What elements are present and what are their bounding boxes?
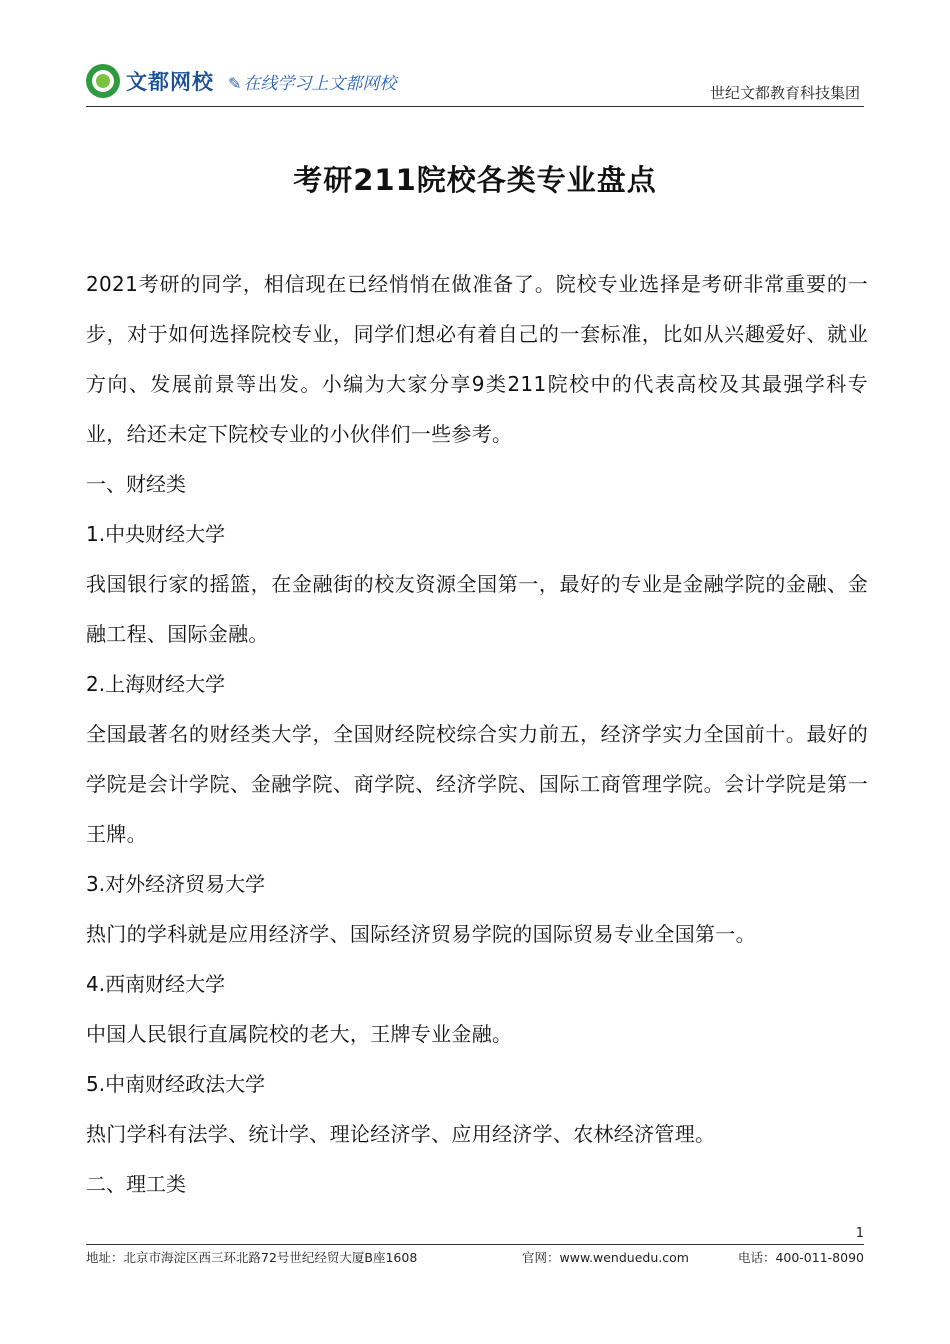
slogan — [228, 69, 396, 94]
document-body — [86, 259, 868, 1209]
company-name: 世纪文都教育科技集团 — [709, 84, 860, 102]
school-heading: 4.西南财经大学 — [86, 972, 226, 996]
pen-icon: ✎ — [228, 73, 242, 93]
wendu-logo-icon — [86, 64, 120, 98]
page-footer — [86, 1248, 864, 1266]
school-description: 热门学科有法学、统计学、理论经济学、应用经济学、农林经济管理。 — [86, 1122, 716, 1146]
footer-divider — [86, 1244, 864, 1245]
page-number: 1 — [855, 1226, 864, 1241]
footer-website: 官网：www.wenduedu.com — [522, 1250, 689, 1265]
wendu-logo — [86, 64, 396, 98]
page-header — [86, 62, 864, 106]
school-heading: 5.中南财经政法大学 — [86, 1072, 266, 1096]
header-divider — [86, 106, 864, 107]
logo-text: 文都网校 — [126, 70, 214, 94]
school-description: 中国人民银行直属院校的老大，王牌专业金融。 — [86, 1022, 513, 1046]
section-heading-finance: 一、财经类 — [86, 472, 186, 496]
school-description: 我国银行家的摇篮，在金融街的校友资源全国第一，最好的专业是金融学院的金融、金融工程、国际金融。 — [86, 572, 868, 646]
footer-address: 地址：北京市海淀区西三环北路72号世纪经贸大厦B座1608 — [86, 1250, 418, 1265]
school-heading: 3.对外经济贸易大学 — [86, 872, 266, 896]
school-heading: 1.中央财经大学 — [86, 522, 226, 546]
slogan-text: 在线学习上文都网校 — [243, 73, 397, 94]
footer-phone: 电话：400-011-8090 — [737, 1250, 864, 1265]
school-description: 全国最著名的财经类大学，全国财经院校综合实力前五，经济学实力全国前十。最好的学院是会计学院、金融学院、商学院、经济学院、国际工商管理学院。会计学院是第一王牌。 — [86, 722, 868, 846]
section-heading-science: 二、理工类 — [86, 1172, 186, 1196]
school-description: 热门的学科就是应用经济学、国际经济贸易学院的国际贸易专业全国第一。 — [86, 922, 756, 946]
document-title: 考研211院校各类专业盘点 — [293, 163, 657, 197]
intro-paragraph: 2021考研的同学，相信现在已经悄悄在做准备了。院校专业选择是考研非常重要的一步，对于如何选择院校专业，同学们想必有着自己的一套标准，比如从兴趣爱好、就业方向、发展前景等出发。小编为大家分享9类211院校中的代表高校及其最强学科专业，给还未定下院校专业的小伙伴们一些参考。 — [86, 272, 868, 446]
school-heading: 2.上海财经大学 — [86, 672, 226, 696]
